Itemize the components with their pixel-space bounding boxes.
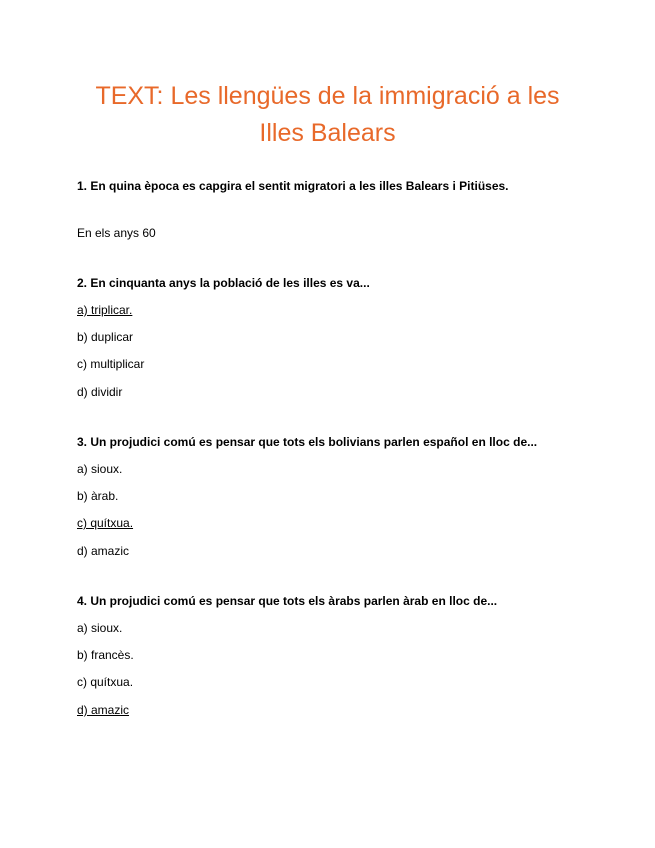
question-2-option-c: c) multiplicar [77,357,145,371]
title-line-2: Illes Balears [259,119,396,147]
question-3-option-c: c) quítxua. [77,516,134,530]
question-4-option-d: d) amazic [77,703,130,717]
question-4-option-c: c) quítxua. [77,675,134,689]
question-3-option-d: d) amazic [77,544,130,558]
title-line-1: TEXT: Les llengües de la immigració a les [95,82,560,110]
question-2-option-a: a) triplicar. [77,303,133,317]
question-1: 1. En quina època es capgira el sentit migratori a les illes Balears i Pitiüses. [77,179,509,193]
question-3: 3. Un projudici comú es pensar que tots els bolivians parlen español en lloc de... [77,435,538,449]
question-2-option-b: b) duplicar [77,330,134,344]
answer-1: En els anys 60 [77,226,156,240]
question-4-option-b: b) francès. [77,648,134,662]
question-2: 2. En cinquanta anys la població de les illes es va... [77,276,370,290]
question-2-option-d: d) dividir [77,385,123,399]
question-4-option-a: a) sioux. [77,621,123,635]
document-title [0,78,655,152]
question-3-option-b: b) àrab. [77,489,119,503]
question-4: 4. Un projudici comú es pensar que tots els àrabs parlen àrab en lloc de... [77,594,498,608]
question-3-option-a: a) sioux. [77,462,123,476]
